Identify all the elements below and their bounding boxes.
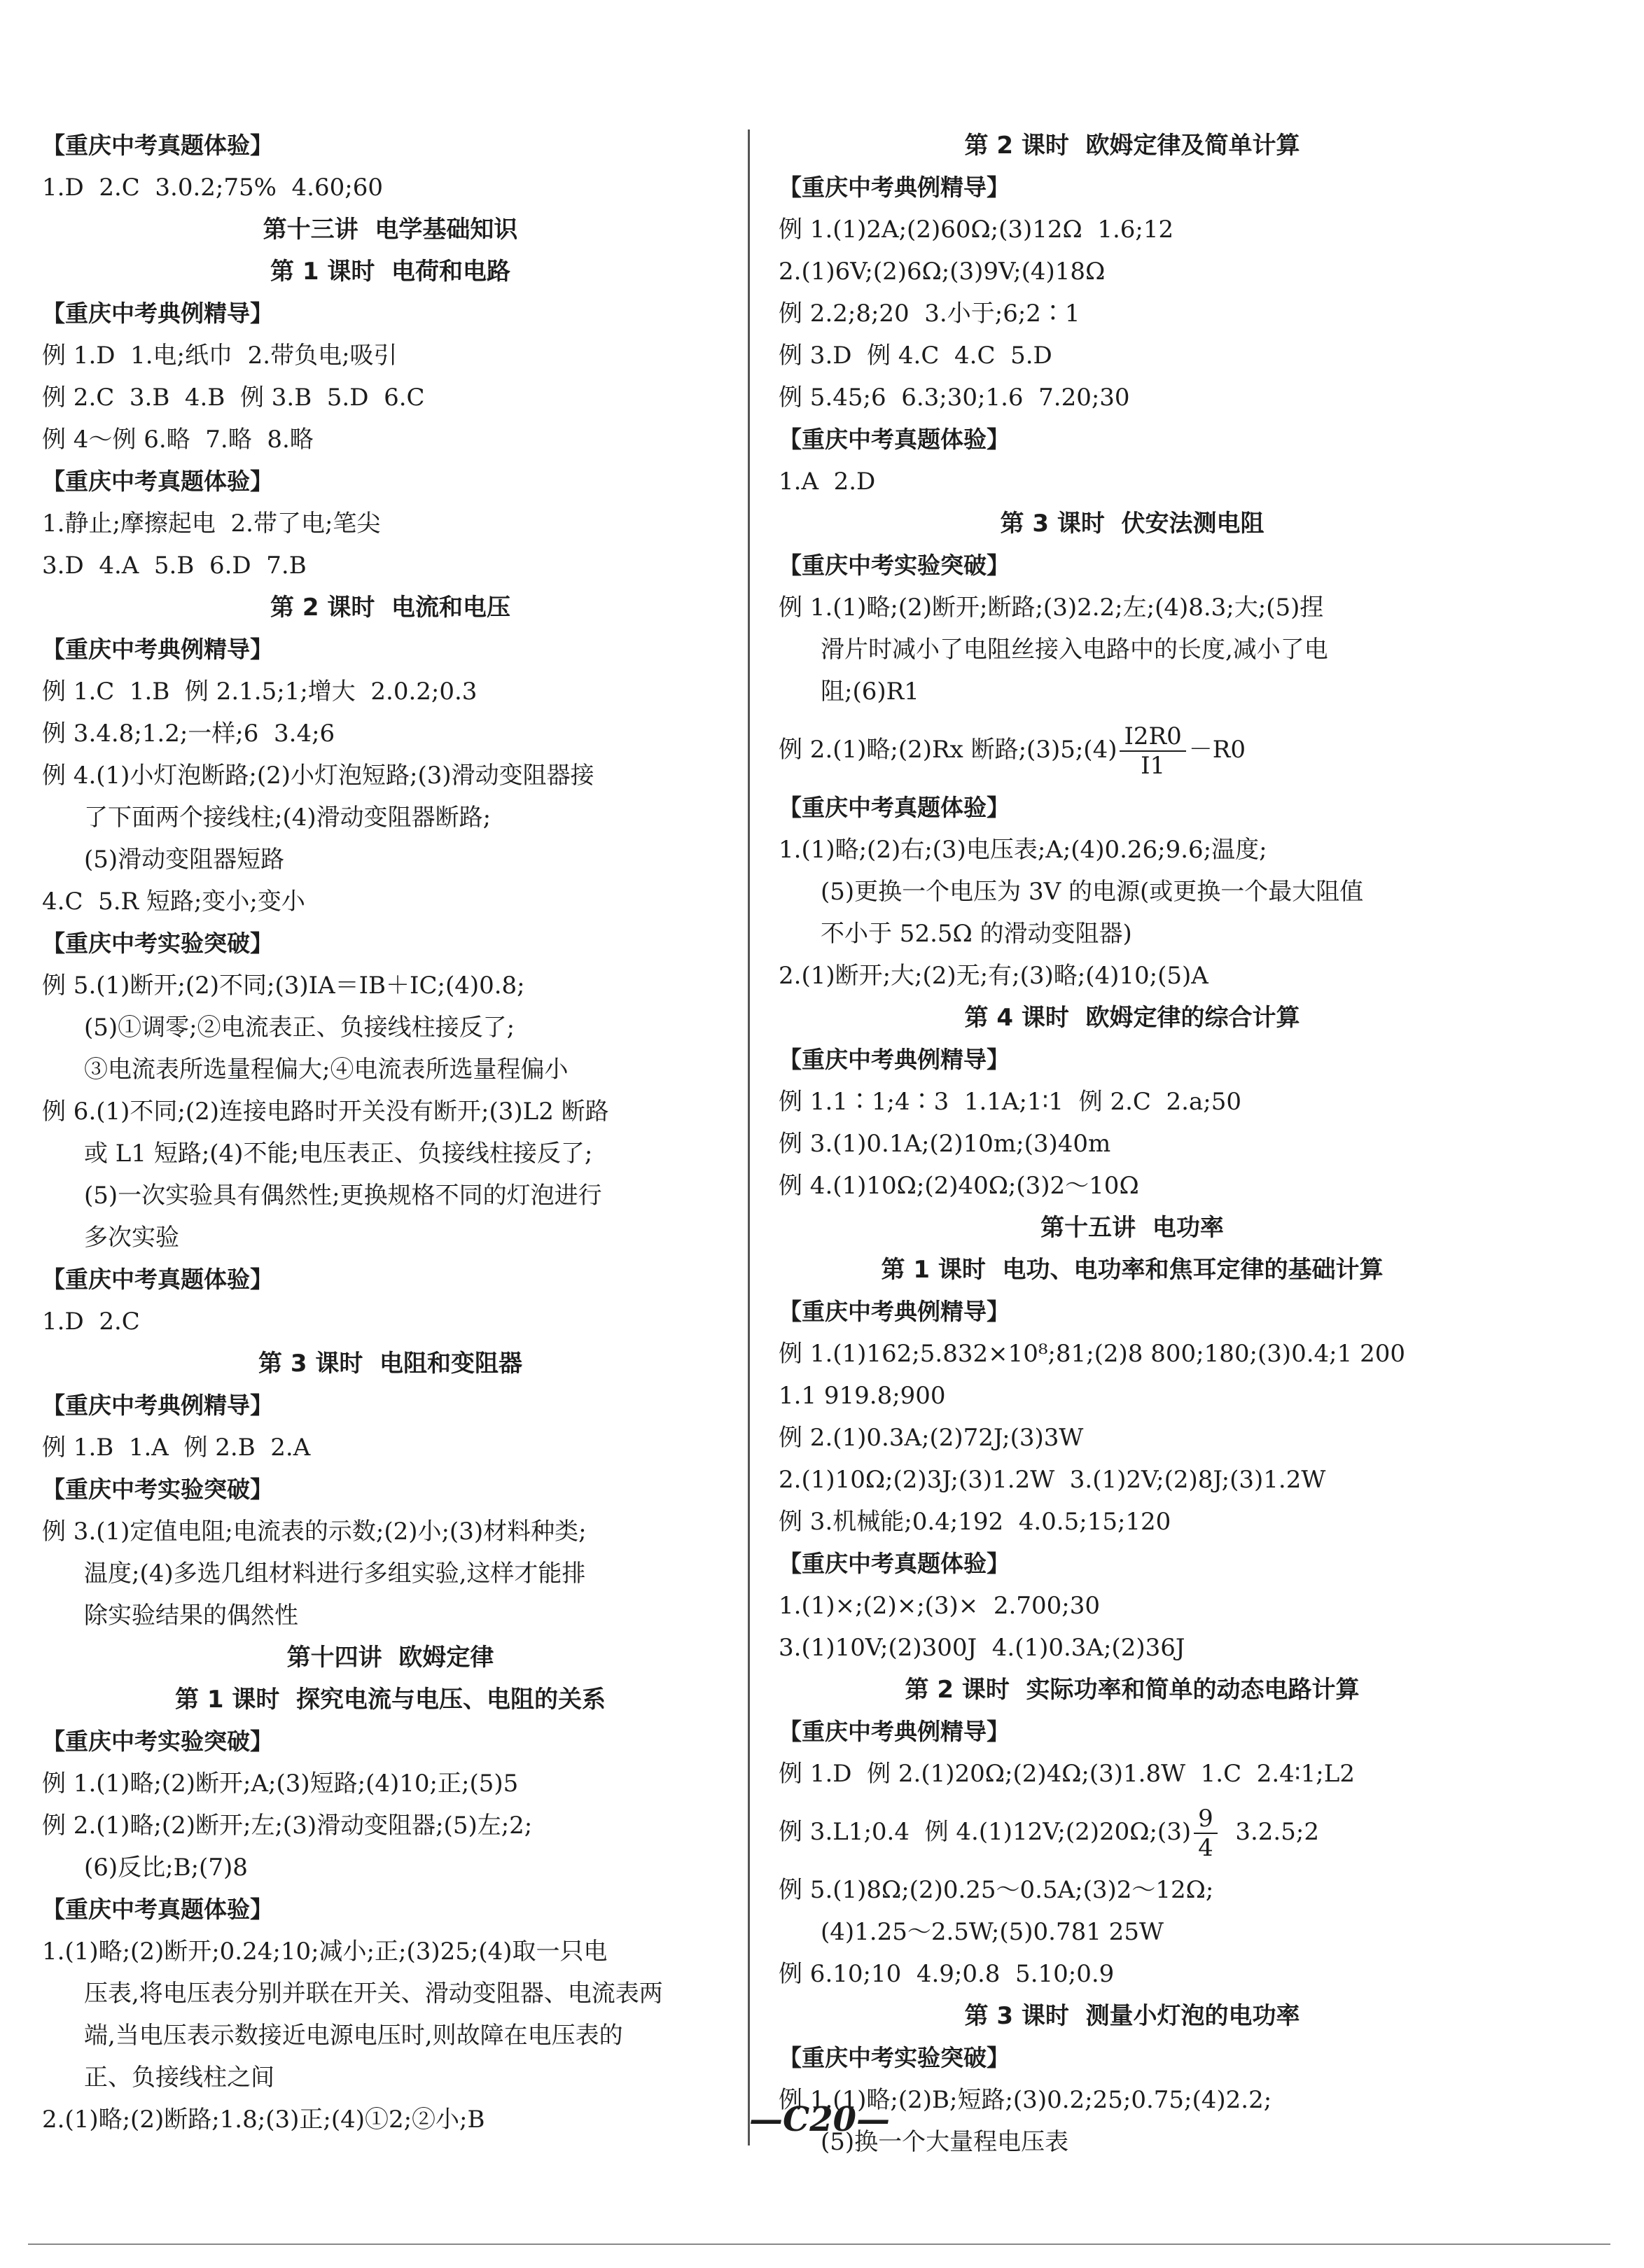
answer-line: 例 1.B 1.A 例 2.B 2.A: [42, 1434, 311, 1462]
lesson-title: 第 1 课时 电荷和电路: [270, 258, 510, 286]
lesson-title: 第十四讲 欧姆定律: [286, 1644, 494, 1672]
answer-line: 例 3.机械能;0.4;192 4.0.5;15;120: [779, 1508, 1171, 1536]
answer-continuation: (5)一次实验具有偶然性;更换规格不同的灯泡进行: [84, 1182, 602, 1210]
lesson-title: 第 3 课时 伏安法测电阻: [1000, 510, 1265, 538]
answer-line: 例 2.(1)0.3A;(2)72J;(3)3W: [779, 1424, 1084, 1452]
answer-line: 例 1.C 1.B 例 2.1.5;1;增大 2.0.2;0.3: [42, 678, 478, 706]
answer-line: 例 3.(1)0.1A;(2)10m;(3)40m: [779, 1130, 1111, 1158]
answer-line: 3.D 4.A 5.B 6.D 7.B: [42, 552, 307, 580]
fraction-numerator: 9: [1194, 1805, 1218, 1834]
right-column: [779, 125, 1486, 2163]
answer-continuation: 除实验结果的偶然性: [84, 1602, 298, 1630]
fraction: [1120, 722, 1185, 780]
answer-continuation: (4)1.25～2.5W;(5)0.781 25W: [821, 1918, 1164, 1946]
lesson-title: 第 1 课时 探究电流与电压、电阻的关系: [174, 1686, 606, 1714]
answer-continuation: (5)更换一个电压为 3V 的电源(或更换一个最大阻值: [821, 878, 1364, 906]
section-heading: 【重庆中考真题体验】: [779, 426, 1010, 453]
lesson-title: 第 3 课时 电阻和变阻器: [258, 1350, 522, 1378]
bottom-rule: [28, 2244, 1610, 2245]
section-heading: 【重庆中考实验突破】: [42, 1728, 273, 1755]
answer-line: 例 1.D 例 2.(1)20Ω;(2)4Ω;(3)1.8W 1.C 2.4∶1;L2: [779, 1760, 1355, 1788]
lesson-title: 第十三讲 电学基础知识: [263, 216, 518, 244]
answer-continuation: 或 L1 短路;(4)不能;电压表正、负接线柱接反了;: [84, 1140, 593, 1168]
answer-line: 例 2.(1)略;(2)断开;左;(3)滑动变阻器;(5)左;2;: [42, 1812, 533, 1840]
lesson-title: 第 2 课时 实际功率和简单的动态电路计算: [905, 1676, 1360, 1704]
answer-line: 例 3.D 例 4.C 4.C 5.D: [779, 342, 1052, 370]
answer-line: 1.(1)略;(2)右;(3)电压表;A;(4)0.26;9.6;温度;: [779, 836, 1267, 864]
answer-continuation: 端,当电压表示数接近电源电压时,则故障在电压表的: [84, 2022, 623, 2050]
fraction: [1194, 1805, 1218, 1862]
answer-text: 例 3.L1;0.4 例 4.(1)12V;(2)20Ω;(3): [779, 1818, 1192, 1846]
answer-line: 例 3.(1)定值电阻;电流表的示数;(2)小;(3)材料种类;: [42, 1518, 587, 1546]
section-heading: 【重庆中考典例精导】: [42, 636, 273, 663]
lesson-title: 第十五讲 电功率: [1040, 1214, 1224, 1242]
left-column: [42, 125, 739, 2141]
section-heading: 【重庆中考真题体验】: [779, 794, 1010, 821]
lesson-title: 第 2 课时 电流和电压: [270, 594, 510, 622]
answer-line: 例 1.(1)略;(2)断开;A;(3)短路;(4)10;正;(5)5: [42, 1770, 519, 1798]
answer-line: 3.(1)10V;(2)300J 4.(1)0.3A;(2)36J: [779, 1634, 1185, 1662]
section-heading: 【重庆中考实验突破】: [779, 2044, 1010, 2071]
answer-continuation: 不小于 52.5Ω 的滑动变阻器): [821, 920, 1132, 948]
answer-continuation: 多次实验: [84, 1224, 179, 1252]
answer-line: 例 5.(1)8Ω;(2)0.25～0.5A;(3)2～12Ω;: [779, 1876, 1214, 1904]
section-heading: 【重庆中考典例精导】: [779, 174, 1010, 201]
answer-tail: －R0: [1188, 736, 1246, 764]
lesson-title: 第 2 课时 欧姆定律及简单计算: [964, 132, 1300, 160]
section-heading: 【重庆中考典例精导】: [779, 1046, 1010, 1073]
answer-continuation: (5)滑动变阻器短路: [84, 846, 285, 874]
answer-line: 例 4.(1)10Ω;(2)40Ω;(3)2～10Ω: [779, 1172, 1139, 1200]
answer-line: 2.(1)略;(2)断路;1.8;(3)正;(4)①2;②小;B: [42, 2106, 485, 2134]
answer-line: 2.(1)10Ω;(2)3J;(3)1.2W 3.(1)2V;(2)8J;(3)1.2W: [779, 1466, 1326, 1494]
section-heading: 【重庆中考典例精导】: [42, 1392, 273, 1419]
answer-line: 1.D 2.C: [42, 1308, 140, 1336]
answer-continuation: 阻;(6)R1: [821, 678, 919, 706]
fraction-denominator: I1: [1141, 752, 1166, 780]
page-number: —C20—: [749, 2100, 890, 2139]
answer-continuation: 正、负接线柱之间: [84, 2064, 274, 2092]
answer-line-with-fraction: [779, 713, 1486, 787]
answer-line: 例 2.C 3.B 4.B 例 3.B 5.D 6.C: [42, 384, 425, 412]
section-heading: 【重庆中考典例精导】: [42, 300, 273, 327]
answer-line: 1.A 2.D: [779, 468, 876, 496]
answer-line: 例 4.(1)小灯泡断路;(2)小灯泡短路;(3)滑动变阻器接: [42, 762, 594, 790]
section-heading: 【重庆中考真题体验】: [42, 468, 273, 495]
answer-continuation: (5)换一个大量程电压表: [821, 2128, 1069, 2156]
answer-line: 例 1.(1)2A;(2)60Ω;(3)12Ω 1.6;12: [779, 216, 1174, 244]
answer-continuation: 压表,将电压表分别并联在开关、滑动变阻器、电流表两: [84, 1980, 663, 2008]
answer-line: 例 1.D 1.电;纸巾 2.带负电;吸引: [42, 342, 398, 370]
column-divider: [748, 130, 750, 2146]
answer-line: 例 5.45;6 6.3;30;1.6 7.20;30: [779, 384, 1130, 412]
lesson-title: 第 3 课时 测量小灯泡的电功率: [964, 2002, 1300, 2030]
answer-continuation: 了下面两个接线柱;(4)滑动变阻器断路;: [84, 804, 492, 832]
section-heading: 【重庆中考实验突破】: [42, 930, 273, 957]
section-heading: 【重庆中考真题体验】: [42, 1896, 273, 1923]
lesson-title: 第 1 课时 电功、电功率和焦耳定律的基础计算: [881, 1256, 1384, 1284]
answer-tail: 3.2.5;2: [1220, 1818, 1319, 1846]
answer-line: 例 3.4.8;1.2;一样;6 3.4;6: [42, 720, 335, 748]
answer-line: 1.D 2.C 3.0.2;75% 4.60;60: [42, 174, 383, 202]
answer-line: 1.静止;摩擦起电 2.带了电;笔尖: [42, 510, 381, 538]
answer-continuation: (5)①调零;②电流表正、负接线柱接反了;: [84, 1014, 515, 1042]
answer-line: 例 4～例 6.略 7.略 8.略: [42, 426, 314, 454]
answer-line: 1.(1)略;(2)断开;0.24;10;减小;正;(3)25;(4)取一只电: [42, 1938, 608, 1966]
answer-line: 1.1 919.8;900: [779, 1382, 946, 1410]
answer-line: 例 1.1∶1;4∶3 1.1A;1∶1 例 2.C 2.a;50: [779, 1088, 1241, 1116]
section-heading: 【重庆中考典例精导】: [779, 1718, 1010, 1745]
answer-continuation: ③电流表所选量程偏大;④电流表所选量程偏小: [84, 1056, 569, 1084]
answer-line: 4.C 5.R 短路;变小;变小: [42, 888, 305, 916]
fraction-denominator: 4: [1198, 1834, 1213, 1862]
answer-continuation: 温度;(4)多选几组材料进行多组实验,这样才能排: [84, 1560, 586, 1588]
section-heading: 【重庆中考实验突破】: [779, 552, 1010, 579]
answer-line: 例 6.(1)不同;(2)连接电路时开关没有断开;(3)L2 断路: [42, 1098, 609, 1126]
answer-text: 例 2.(1)略;(2)Rx 断路;(3)5;(4): [779, 736, 1117, 764]
answer-line: 例 6.10;10 4.9;0.8 5.10;0.9: [779, 1960, 1115, 1988]
section-heading: 【重庆中考真题体验】: [42, 1266, 273, 1293]
section-heading: 【重庆中考典例精导】: [779, 1298, 1010, 1325]
answer-line: 2.(1)6V;(2)6Ω;(3)9V;(4)18Ω: [779, 258, 1106, 286]
answer-line: 例 5.(1)断开;(2)不同;(3)IA＝IB＋IC;(4)0.8;: [42, 972, 525, 1000]
answer-line: 1.(1)×;(2)×;(3)× 2.700;30: [779, 1592, 1100, 1620]
section-heading: 【重庆中考实验突破】: [42, 1476, 273, 1503]
answer-line: 例 1.(1)略;(2)断开;断路;(3)2.2;左;(4)8.3;大;(5)捏: [779, 594, 1324, 622]
answer-line: 例 2.2;8;20 3.小于;6;2∶1: [779, 300, 1080, 328]
section-heading: 【重庆中考真题体验】: [779, 1550, 1010, 1577]
fraction-numerator: I2R0: [1120, 722, 1185, 752]
answer-line: 例 1.(1)162;5.832×10⁸;81;(2)8 800;180;(3)0.4;1 200: [779, 1340, 1405, 1368]
answer-line: 2.(1)断开;大;(2)无;有;(3)略;(4)10;(5)A: [779, 962, 1208, 990]
answer-continuation: (6)反比;B;(7)8: [84, 1854, 248, 1882]
lesson-title: 第 4 课时 欧姆定律的综合计算: [964, 1004, 1300, 1032]
section-heading: 【重庆中考真题体验】: [42, 132, 273, 159]
answer-continuation: 滑片时减小了电阻丝接入电路中的长度,减小了电: [821, 636, 1328, 664]
answer-line: 例 1.(1)略;(2)B;短路;(3)0.2;25;0.75;(4)2.2;: [779, 2086, 1272, 2114]
answer-line-with-fraction: [779, 1795, 1486, 1869]
